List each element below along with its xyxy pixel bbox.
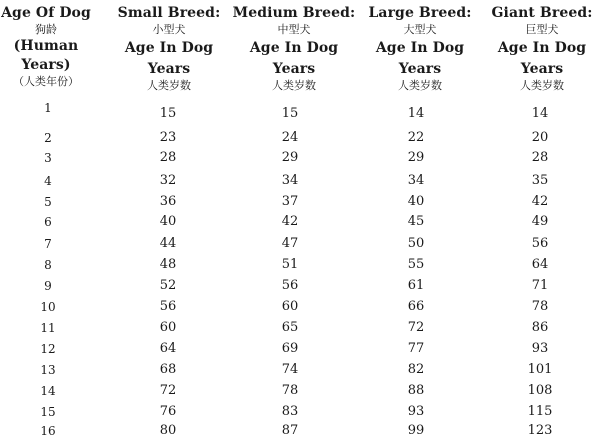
header-subtitle-zh: 人类岁数 [520, 79, 564, 92]
table-row [0, 318, 600, 338]
human-years-cell: 10 [40, 300, 56, 314]
giant-breed-cell: 101 [527, 362, 553, 377]
giant-breed-cell: 14 [531, 106, 549, 121]
giant-breed-cell: 93 [531, 341, 549, 356]
small-breed-cell: 32 [159, 173, 177, 188]
header-subtitle: Years [520, 61, 564, 77]
header-subtitle: Years [272, 61, 316, 77]
header-title: Small Breed: [117, 5, 221, 21]
human-years-cell: 8 [44, 258, 52, 272]
large-breed-cell: 61 [407, 278, 425, 293]
header-title: Medium Breed: [232, 5, 356, 21]
giant-breed-cell: 42 [531, 194, 549, 209]
giant-breed-cell: 49 [531, 214, 549, 229]
large-breed-cell: 34 [407, 173, 425, 188]
table-row [0, 402, 600, 422]
header-title: Age Of Dog [1, 5, 91, 21]
table-row [0, 171, 600, 191]
header-subtitle: Age In Dog [249, 40, 339, 56]
medium-breed-cell: 56 [281, 278, 299, 293]
large-breed-cell: 55 [407, 257, 425, 272]
small-breed-cell: 52 [159, 278, 177, 293]
human-years-cell: 15 [40, 405, 56, 419]
giant-breed-cell: 64 [531, 257, 549, 272]
header-subtitle: (Human [13, 38, 79, 54]
table-row [0, 212, 600, 232]
large-breed-cell: 99 [407, 423, 425, 438]
small-breed-cell: 56 [159, 299, 177, 314]
human-years-cell: 7 [44, 237, 52, 251]
small-breed-cell: 48 [159, 257, 177, 272]
giant-breed-cell: 115 [527, 404, 553, 419]
giant-breed-cell: 86 [531, 320, 549, 335]
table-row [0, 339, 600, 359]
header-subtitle: Years [147, 61, 191, 77]
large-breed-cell: 66 [407, 299, 425, 314]
medium-breed-cell: 78 [281, 383, 299, 398]
small-breed-cell: 36 [159, 194, 177, 209]
table-row [0, 192, 600, 212]
medium-breed-cell: 65 [281, 320, 299, 335]
giant-breed-cell: 123 [527, 423, 553, 438]
medium-breed-cell: 60 [281, 299, 299, 314]
small-breed-cell: 68 [159, 362, 177, 377]
small-breed-cell: 64 [159, 341, 177, 356]
medium-breed-cell: 69 [281, 341, 299, 356]
giant-breed-cell: 78 [531, 299, 549, 314]
table-row [0, 421, 600, 441]
header-subtitle: Years [398, 61, 442, 77]
header-subtitle-zh: 人类岁数 [272, 79, 316, 92]
giant-breed-cell: 35 [531, 173, 549, 188]
header-subtitle: Age In Dog [375, 40, 465, 56]
header-title-zh: 小型犬 [152, 23, 186, 36]
table-row [0, 255, 600, 275]
large-breed-cell: 82 [407, 362, 425, 377]
human-years-cell: 13 [40, 363, 56, 377]
giant-breed-cell: 56 [531, 236, 549, 251]
human-years-cell: 5 [44, 195, 52, 209]
table-row [0, 381, 600, 401]
large-breed-cell: 72 [407, 320, 425, 335]
small-breed-cell: 60 [159, 320, 177, 335]
large-breed-cell: 45 [407, 214, 425, 229]
medium-breed-cell: 42 [281, 214, 299, 229]
medium-breed-cell: 24 [281, 130, 299, 145]
giant-breed-cell: 71 [531, 278, 549, 293]
table-row [0, 297, 600, 317]
small-breed-cell: 76 [159, 404, 177, 419]
large-breed-cell: 14 [407, 106, 425, 121]
table-row [0, 148, 600, 168]
header-title: Giant Breed: [491, 5, 593, 21]
header-subtitle: Age In Dog [124, 40, 214, 56]
human-years-cell: 3 [44, 151, 52, 165]
header-title: Large Breed: [368, 5, 472, 21]
human-years-cell: 16 [40, 424, 56, 438]
small-breed-cell: 28 [159, 150, 177, 165]
human-years-cell: 2 [44, 131, 52, 145]
medium-breed-cell: 34 [281, 173, 299, 188]
header-subtitle-zh: 人类岁数 [398, 79, 442, 92]
human-years-cell: 6 [44, 215, 52, 229]
large-breed-cell: 77 [407, 341, 425, 356]
small-breed-cell: 23 [159, 130, 177, 145]
medium-breed-cell: 37 [281, 194, 299, 209]
large-breed-cell: 29 [407, 150, 425, 165]
header-subtitle: Age In Dog [497, 40, 587, 56]
large-breed-cell: 88 [407, 383, 425, 398]
header-title-zh: 中型犬 [277, 23, 311, 36]
large-breed-cell: 93 [407, 404, 425, 419]
large-breed-cell: 50 [407, 236, 425, 251]
giant-breed-cell: 20 [531, 130, 549, 145]
human-years-cell: 12 [40, 342, 56, 356]
human-years-cell: 14 [40, 384, 56, 398]
header-subtitle-zh: 人类岁数 [147, 79, 191, 92]
table-row [0, 276, 600, 296]
header-subtitle: Years) [21, 57, 71, 73]
human-years-cell: 1 [44, 101, 52, 115]
table-row [0, 234, 600, 254]
small-breed-cell: 72 [159, 383, 177, 398]
large-breed-cell: 40 [407, 194, 425, 209]
medium-breed-cell: 74 [281, 362, 299, 377]
large-breed-cell: 22 [407, 130, 425, 145]
human-years-cell: 4 [44, 174, 52, 188]
small-breed-cell: 80 [159, 423, 177, 438]
giant-breed-cell: 28 [531, 150, 549, 165]
medium-breed-cell: 47 [281, 236, 299, 251]
human-years-cell: 9 [44, 279, 52, 293]
medium-breed-cell: 29 [281, 150, 299, 165]
table-row [0, 101, 600, 124]
giant-breed-cell: 108 [527, 383, 553, 398]
header-title-zh: 大型犬 [403, 23, 437, 36]
human-years-cell: 11 [40, 321, 56, 335]
medium-breed-cell: 51 [281, 257, 299, 272]
small-breed-cell: 15 [159, 106, 177, 121]
table-row [0, 360, 600, 380]
small-breed-cell: 44 [159, 236, 177, 251]
small-breed-cell: 40 [159, 214, 177, 229]
header-subtitle-zh: （人类年份） [13, 75, 79, 88]
medium-breed-cell: 87 [281, 423, 299, 438]
medium-breed-cell: 15 [281, 106, 299, 121]
header-title-zh: 狗龄 [35, 23, 57, 36]
header-title-zh: 巨型犬 [525, 23, 559, 36]
medium-breed-cell: 83 [281, 404, 299, 419]
table-row [0, 128, 600, 148]
